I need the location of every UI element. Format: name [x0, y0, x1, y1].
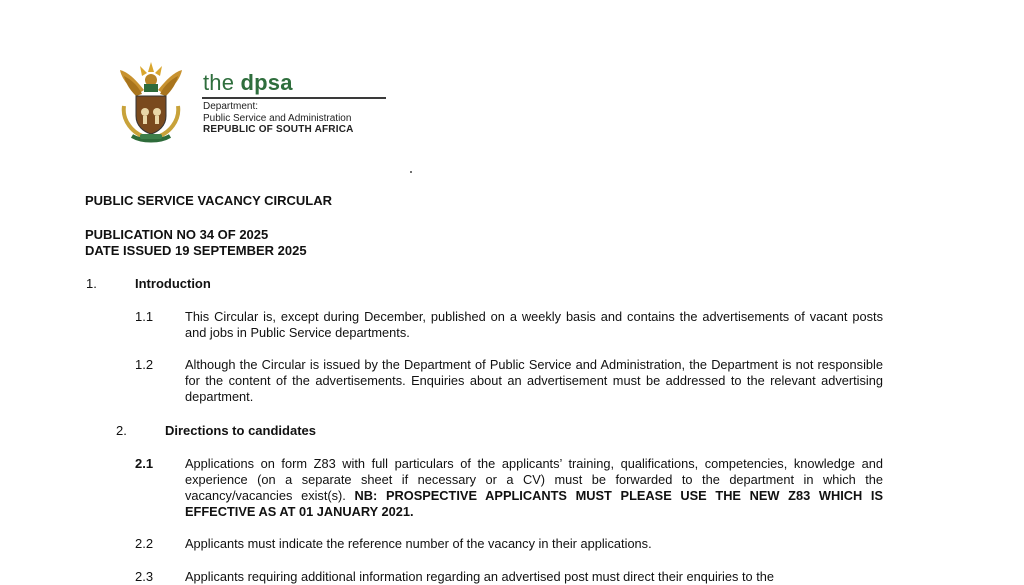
paragraph: This Circular is, except during December, published on a weekly basis and contains the advertisements of vacant posts and jobs in Public Service departments.	[185, 309, 883, 340]
date-issued: DATE ISSUED 19 SEPTEMBER 2025	[85, 243, 307, 258]
section-title: Directions to candidates	[165, 423, 316, 438]
item-number: 2.3	[135, 569, 154, 584]
letterhead-rule	[202, 97, 386, 99]
department-block	[203, 101, 354, 136]
dept-line-3: REPUBLIC OF SOUTH AFRICA	[203, 124, 354, 135]
brand-the: the	[203, 70, 235, 95]
dept-line-1: Department:	[203, 101, 259, 112]
paragraph: Applicants requiring additional information regarding an advertised post must direct their enquiries to the	[185, 569, 774, 584]
paragraph-text: Applications on form Z83 with full particulars of the applicants’ training, qualifications, competencies, knowledge and experience (on a separate sheet if necessary or a CV) must be forwarded to the department in which the vacancy/vacancies exist(s).	[185, 456, 883, 503]
publication-block	[85, 227, 307, 259]
item-number: 1.2	[135, 357, 154, 372]
publication-number: PUBLICATION NO 34 OF 2025	[85, 227, 269, 242]
item-number: 2.1	[135, 456, 154, 471]
paragraph: Although the Circular is issued by the Department of Public Service and Administration, the Department is not responsible for the content of the advertisements. Enquiries about an advertisement must be addressed to the relevant advertising department.	[185, 357, 883, 404]
coat-of-arms-icon	[114, 60, 188, 142]
section-number: 1.	[86, 276, 97, 291]
brand-name: dpsa	[240, 70, 293, 95]
paragraph: Applicants must indicate the reference number of the vacancy in their applications.	[185, 536, 652, 551]
brand-wordmark	[203, 70, 293, 96]
speck	[410, 171, 412, 173]
item-number: 2.2	[135, 536, 154, 551]
circular-title: PUBLIC SERVICE VACANCY CIRCULAR	[85, 193, 333, 208]
dept-line-2: Public Service and Administration	[203, 112, 352, 124]
nb-notice: NB: PROSPECTIVE APPLICANTS MUST PLEASE USE THE NEW Z83 WHICH IS EFFECTIVE AS AT 01 JANUARY 2021.	[185, 488, 884, 519]
section-number: 2.	[116, 423, 127, 438]
paragraph	[185, 456, 883, 520]
item-number: 1.1	[135, 309, 154, 324]
section-title: Introduction	[135, 276, 211, 291]
